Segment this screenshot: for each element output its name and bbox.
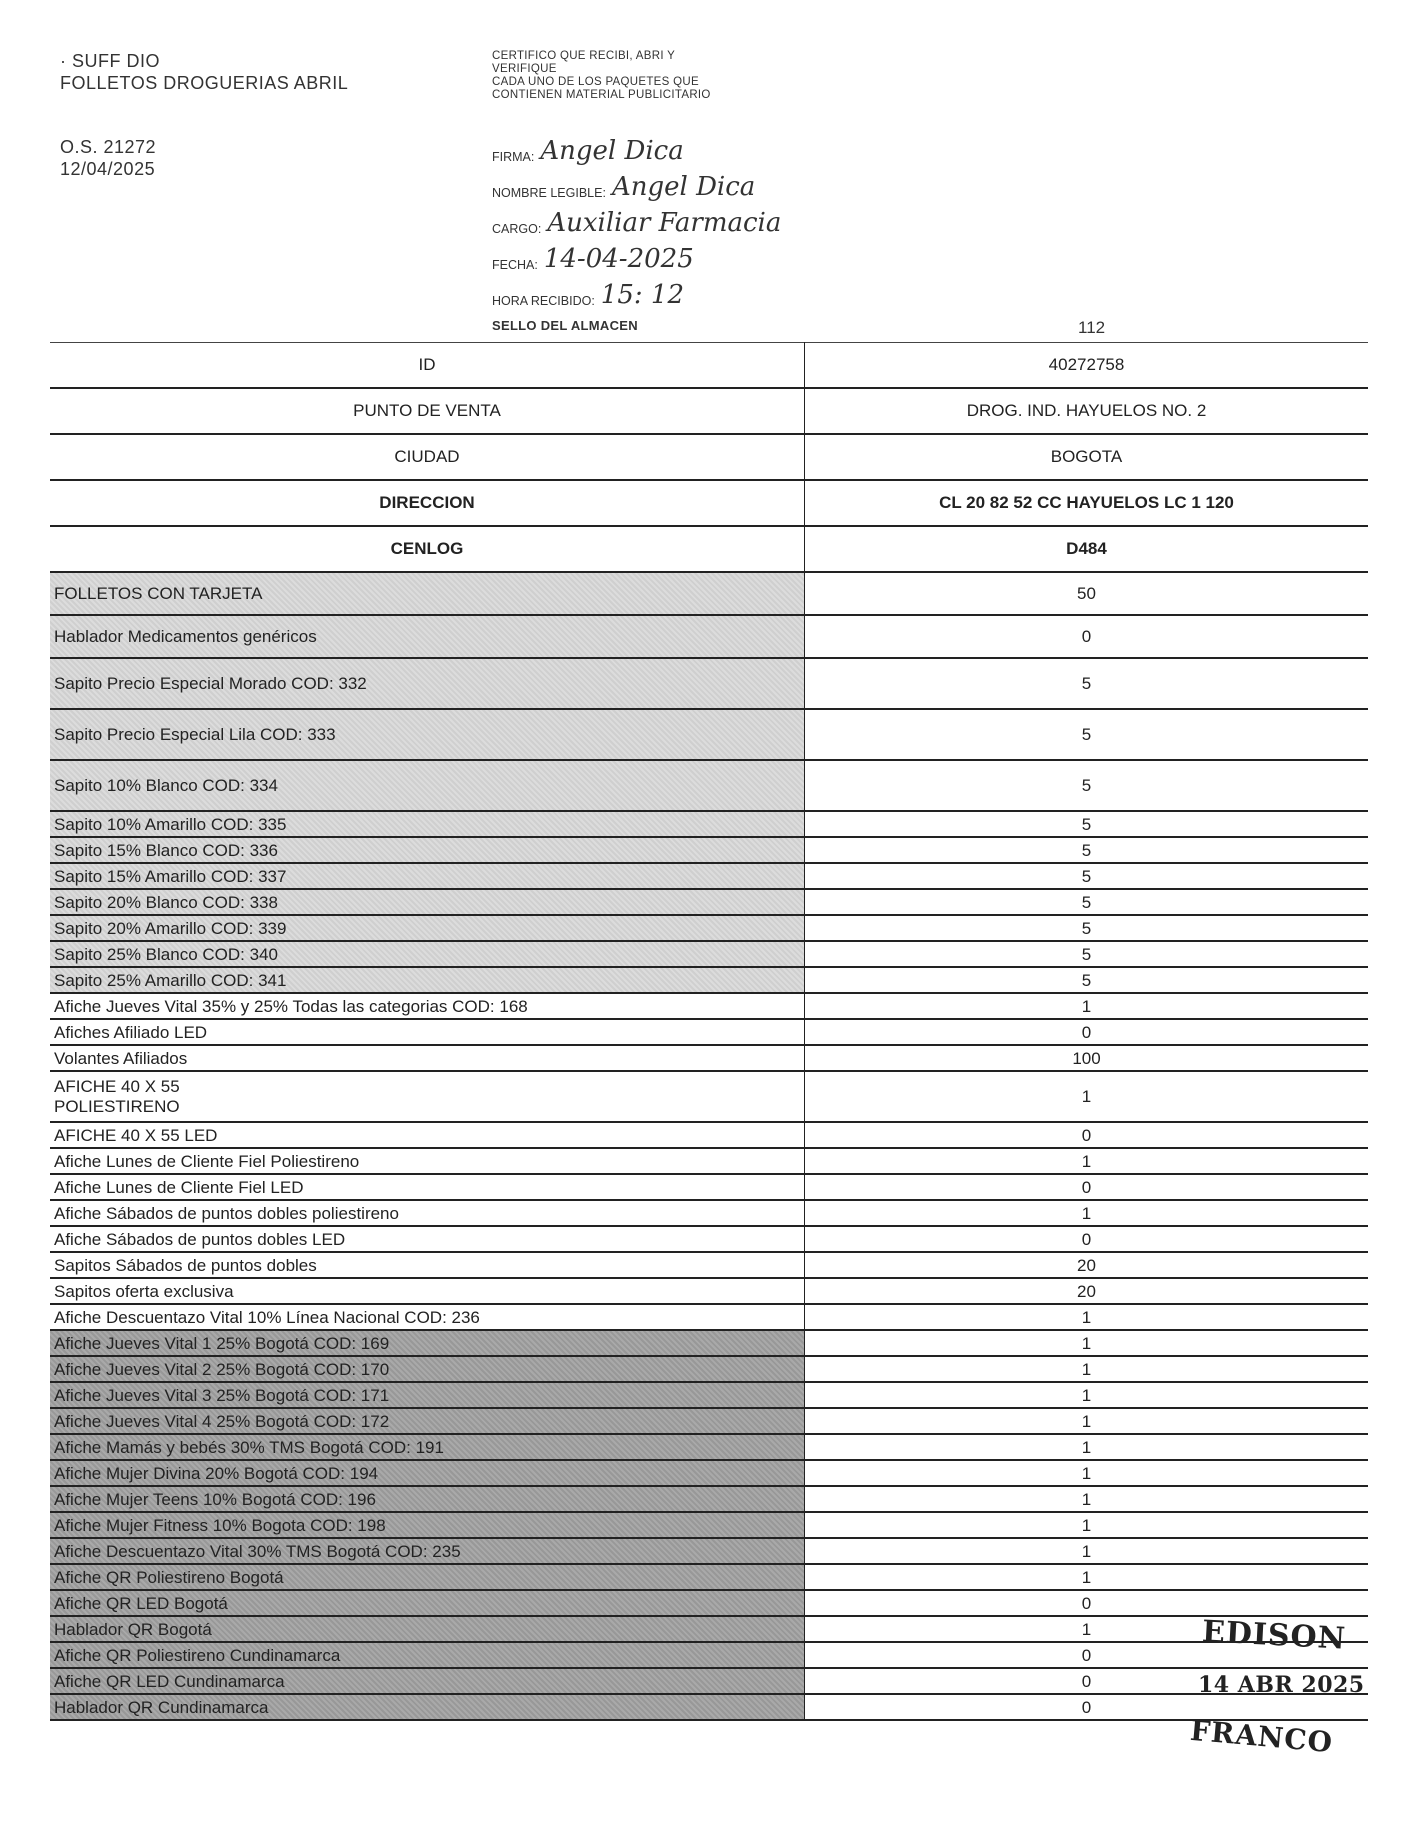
delivery-table [50,342,1368,1721]
item-row [50,1252,1368,1278]
item-label: Hablador Medicamentos genéricos [50,615,805,658]
item-row [50,760,1368,811]
info-label: DIRECCION [50,480,805,526]
position-field: CARGO: Auxiliar Farmacia [492,208,782,238]
item-row [50,811,1368,837]
item-row [50,1434,1368,1460]
item-row [50,1564,1368,1590]
item-label: Sapito 25% Amarillo COD: 341 [50,967,805,993]
item-label: Afiche Jueves Vital 1 25% Bogotá COD: 169 [50,1330,805,1356]
item-quantity: 1 [805,1304,1369,1330]
item-label: Sapito 15% Blanco COD: 336 [50,837,805,863]
date-field: FECHA: 14-04-2025 [492,244,694,274]
item-quantity: 0 [805,615,1369,658]
item-label: Sapito 10% Blanco COD: 334 [50,760,805,811]
item-label: Afiche Jueves Vital 3 25% Bogotá COD: 171 [50,1382,805,1408]
info-section [50,343,1368,573]
info-row [50,388,1368,434]
item-label: Afiche QR LED Bogotá [50,1590,805,1616]
stamp-name-bottom: FRANCO [1188,1713,1335,1760]
header-line-1: · SUFF DIO [60,51,160,71]
item-quantity: 1 [805,1434,1369,1460]
handwritten-position: Auxiliar Farmacia [547,208,782,238]
item-label: AFICHE 40 X 55 POLIESTIRENO [50,1071,805,1122]
item-quantity: 1 [805,993,1369,1019]
info-value: D484 [805,526,1369,572]
item-quantity: 1 [805,1330,1369,1356]
item-label: Afiche Descuentazo Vital 30% TMS Bogotá COD: 235 [50,1538,805,1564]
item-quantity: 0 [805,1226,1369,1252]
item-quantity: 1 [805,1148,1369,1174]
handwritten-time: 15: 12 [600,280,684,310]
item-label: Afiche Lunes de Cliente Fiel LED [50,1174,805,1200]
item-label: Sapito Precio Especial Lila COD: 333 [50,709,805,760]
item-row [50,1512,1368,1538]
item-label: Afiche Jueves Vital 35% y 25% Todas las categorias COD: 168 [50,993,805,1019]
items-section [50,572,1368,1720]
item-label: Hablador QR Bogotá [50,1616,805,1642]
item-quantity: 1 [805,1486,1369,1512]
item-row [50,1538,1368,1564]
info-label: ID [50,343,805,389]
item-quantity: 5 [805,709,1369,760]
item-row [50,1460,1368,1486]
item-quantity: 50 [805,572,1369,615]
item-label: Afiche QR Poliestireno Bogotá [50,1564,805,1590]
item-row [50,1071,1368,1122]
item-label: Afiche Sábados de puntos dobles poliestireno [50,1200,805,1226]
item-row [50,1122,1368,1148]
item-quantity: 1 [805,1616,1369,1642]
item-quantity: 0 [805,1590,1369,1616]
certification-text [492,50,711,102]
item-label: Afiche QR Poliestireno Cundinamarca [50,1642,805,1668]
item-label: FOLLETOS CON TARJETA [50,572,805,615]
item-label: Afiche Mamás y bebés 30% TMS Bogotá COD: 191 [50,1434,805,1460]
cert-line: CERTIFICO QUE RECIBI, ABRI Y [492,50,676,62]
item-quantity: 5 [805,915,1369,941]
cert-line: CADA UNO DE LOS PAQUETES QUE [492,76,699,88]
item-quantity: 5 [805,941,1369,967]
header-title: FOLLETOS DROGUERIAS ABRIL [60,73,349,93]
item-label: Afiche Sábados de puntos dobles LED [50,1226,805,1252]
item-row [50,572,1368,615]
item-quantity: 5 [805,967,1369,993]
item-quantity: 100 [805,1045,1369,1071]
item-row [50,1278,1368,1304]
item-row [50,1200,1368,1226]
warehouse-seal-label: SELLO DEL ALMACEN [492,318,638,333]
legible-name-field: NOMBRE LEGIBLE: Angel Dica [492,172,756,202]
item-row [50,1174,1368,1200]
item-row [50,837,1368,863]
item-label: Sapitos Sábados de puntos dobles [50,1252,805,1278]
item-quantity: 5 [805,811,1369,837]
item-row [50,993,1368,1019]
handwritten-signature: Angel Dica [540,136,684,166]
item-row [50,967,1368,993]
item-quantity: 1 [805,1200,1369,1226]
item-row [50,658,1368,709]
item-row [50,889,1368,915]
stamp-date: 14 ABR 2025 [1198,1672,1365,1698]
item-label: Afiche Jueves Vital 2 25% Bogotá COD: 170 [50,1356,805,1382]
info-value: BOGOTA [805,434,1369,480]
info-label: PUNTO DE VENTA [50,388,805,434]
item-row [50,1330,1368,1356]
item-quantity: 0 [805,1019,1369,1045]
item-quantity: 1 [805,1460,1369,1486]
stamp-name-top: EDISON [1201,1614,1347,1657]
item-label: Afiche QR LED Cundinamarca [50,1668,805,1694]
item-label: Sapitos oferta exclusiva [50,1278,805,1304]
item-row [50,863,1368,889]
info-value: DROG. IND. HAYUELOS NO. 2 [805,388,1369,434]
item-row [50,1226,1368,1252]
item-quantity: 1 [805,1564,1369,1590]
item-quantity: 5 [805,760,1369,811]
item-quantity: 1 [805,1538,1369,1564]
item-label: Sapito 10% Amarillo COD: 335 [50,811,805,837]
item-row [50,1408,1368,1434]
item-quantity: 1 [805,1408,1369,1434]
cert-line: VERIFIQUE [492,63,557,75]
header-date: 12/04/2025 [60,159,156,179]
item-quantity: 1 [805,1071,1369,1122]
item-quantity: 1 [805,1512,1369,1538]
item-row [50,1304,1368,1330]
info-value: CL 20 82 52 CC HAYUELOS LC 1 120 [805,480,1369,526]
item-label: Afiche Mujer Divina 20% Bogotá COD: 194 [50,1460,805,1486]
item-label: Sapito 25% Blanco COD: 340 [50,941,805,967]
info-value: 40272758 [805,343,1369,389]
item-quantity: 1 [805,1356,1369,1382]
item-row [50,1590,1368,1616]
certification-fields [492,128,781,308]
document-header [60,50,348,180]
item-quantity: 0 [805,1694,1369,1720]
item-row [50,941,1368,967]
order-number: O.S. 21272 [60,137,157,157]
info-row [50,480,1368,526]
item-row [50,1148,1368,1174]
item-label: Afiche Descuentazo Vital 10% Línea Nacional COD: 236 [50,1304,805,1330]
time-received-field: HORA RECIBIDO: 15: 12 [492,280,684,310]
item-quantity: 5 [805,837,1369,863]
item-row [50,1668,1368,1694]
item-row [50,1486,1368,1512]
item-quantity: 0 [805,1642,1369,1668]
item-quantity: 20 [805,1252,1369,1278]
item-row [50,1642,1368,1668]
item-label: Afiche Lunes de Cliente Fiel Poliestireno [50,1148,805,1174]
item-quantity: 0 [805,1174,1369,1200]
item-quantity: 20 [805,1278,1369,1304]
item-quantity: 5 [805,889,1369,915]
item-label: Sapito 15% Amarillo COD: 337 [50,863,805,889]
info-row [50,526,1368,572]
item-quantity: 0 [805,1668,1369,1694]
item-row [50,1694,1368,1720]
item-quantity: 5 [805,863,1369,889]
item-quantity: 5 [805,658,1369,709]
item-label: AFICHE 40 X 55 LED [50,1122,805,1148]
item-row [50,1045,1368,1071]
item-label: Afiche Mujer Fitness 10% Bogota COD: 198 [50,1512,805,1538]
seal-number: 112 [1078,318,1106,337]
cert-line: CONTIENEN MATERIAL PUBLICITARIO [492,89,711,101]
item-label: Afiche Jueves Vital 4 25% Bogotá COD: 172 [50,1408,805,1434]
item-row [50,615,1368,658]
item-label: Sapito 20% Blanco COD: 338 [50,889,805,915]
info-row [50,343,1368,389]
item-label: Afiches Afiliado LED [50,1019,805,1045]
item-row [50,1356,1368,1382]
item-row [50,1019,1368,1045]
item-row [50,915,1368,941]
item-label: Sapito 20% Amarillo COD: 339 [50,915,805,941]
item-label: Sapito Precio Especial Morado COD: 332 [50,658,805,709]
signature-field: FIRMA: Angel Dica [492,136,684,166]
item-row [50,1382,1368,1408]
item-quantity: 1 [805,1382,1369,1408]
info-label: CIUDAD [50,434,805,480]
handwritten-date: 14-04-2025 [543,244,694,274]
item-quantity: 0 [805,1122,1369,1148]
handwritten-name: Angel Dica [611,172,756,202]
item-row [50,709,1368,760]
item-label: Hablador QR Cundinamarca [50,1694,805,1720]
info-row [50,434,1368,480]
item-label: Afiche Mujer Teens 10% Bogotá COD: 196 [50,1486,805,1512]
info-label: CENLOG [50,526,805,572]
item-row [50,1616,1368,1642]
item-label: Volantes Afiliados [50,1045,805,1071]
